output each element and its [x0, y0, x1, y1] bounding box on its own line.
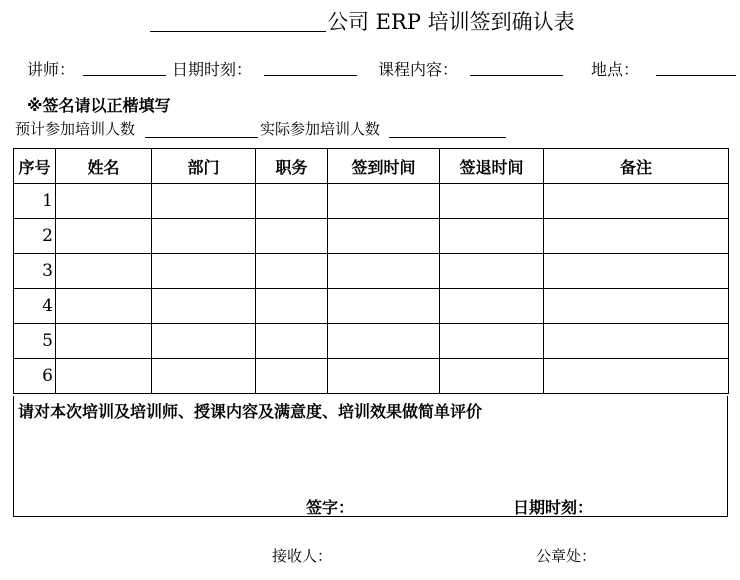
sign-in-table: [13, 148, 729, 394]
position-cell[interactable]: [256, 289, 328, 324]
header-remarks: 备注: [544, 149, 729, 184]
name-cell[interactable]: [56, 289, 152, 324]
department-cell[interactable]: [152, 254, 256, 289]
evaluation-prompt: 请对本次培训及培训师、授课内容及满意度、培训效果做简单评价: [18, 402, 483, 421]
department-cell[interactable]: [152, 289, 256, 324]
evaluation-signature-label: 签字：: [306, 498, 355, 517]
header-index: 序号: [14, 149, 56, 184]
department-cell[interactable]: [152, 324, 256, 359]
sign-in-cell[interactable]: [328, 184, 440, 219]
header-sign-in-time: 签到时间: [328, 149, 440, 184]
lecturer-label: 讲师：: [27, 60, 76, 79]
department-cell[interactable]: [152, 219, 256, 254]
name-cell[interactable]: [56, 359, 152, 394]
remarks-cell[interactable]: [544, 289, 729, 324]
table-row: [14, 184, 729, 219]
table-row: [14, 359, 729, 394]
datetime-blank[interactable]: [264, 75, 357, 76]
seal-label: 公章处：: [536, 547, 597, 565]
row-index: 6: [14, 359, 56, 394]
header-department: 部门: [152, 149, 256, 184]
department-cell[interactable]: [152, 359, 256, 394]
row-index: 4: [14, 289, 56, 324]
sign-out-cell[interactable]: [440, 289, 544, 324]
table-row: [14, 324, 729, 359]
row-index: 1: [14, 184, 56, 219]
remarks-cell[interactable]: [544, 184, 729, 219]
header-sign-out-time: 签退时间: [440, 149, 544, 184]
sign-out-cell[interactable]: [440, 359, 544, 394]
expected-attendance-blank[interactable]: [145, 137, 258, 138]
expected-attendance-label: 预计参加培训人数: [15, 120, 136, 138]
name-cell[interactable]: [56, 324, 152, 359]
row-index: 3: [14, 254, 56, 289]
actual-attendance-blank[interactable]: [389, 137, 506, 138]
header-name: 姓名: [56, 149, 152, 184]
title-company-blank[interactable]: [150, 31, 326, 32]
form-title: 公司 ERP 培训签到确认表: [327, 10, 575, 34]
sign-in-cell[interactable]: [328, 359, 440, 394]
datetime-label: 日期时刻：: [172, 60, 253, 79]
department-cell[interactable]: [152, 184, 256, 219]
position-cell[interactable]: [256, 184, 328, 219]
signature-notice: ※签名请以正楷填写: [27, 96, 171, 115]
remarks-cell[interactable]: [544, 219, 729, 254]
table-header-row: [14, 149, 729, 184]
remarks-cell[interactable]: [544, 324, 729, 359]
sign-in-cell[interactable]: [328, 289, 440, 324]
actual-attendance-label: 实际参加培训人数: [260, 120, 381, 138]
position-cell[interactable]: [256, 254, 328, 289]
remarks-cell[interactable]: [544, 254, 729, 289]
sign-out-cell[interactable]: [440, 254, 544, 289]
sign-in-cell[interactable]: [328, 324, 440, 359]
receiver-label: 接收人：: [272, 547, 333, 565]
remarks-cell[interactable]: [544, 359, 729, 394]
location-label: 地点：: [591, 60, 640, 79]
course-blank[interactable]: [470, 75, 563, 76]
name-cell[interactable]: [56, 184, 152, 219]
sign-in-cell[interactable]: [328, 254, 440, 289]
row-index: 2: [14, 219, 56, 254]
evaluation-date-label: 日期时刻：: [513, 498, 594, 517]
course-label: 课程内容：: [378, 60, 459, 79]
name-cell[interactable]: [56, 254, 152, 289]
position-cell[interactable]: [256, 219, 328, 254]
table-row: [14, 219, 729, 254]
header-position: 职务: [256, 149, 328, 184]
position-cell[interactable]: [256, 324, 328, 359]
evaluation-box[interactable]: [13, 396, 728, 517]
sign-out-cell[interactable]: [440, 219, 544, 254]
sign-out-cell[interactable]: [440, 324, 544, 359]
name-cell[interactable]: [56, 219, 152, 254]
table-row: [14, 254, 729, 289]
row-index: 5: [14, 324, 56, 359]
position-cell[interactable]: [256, 359, 328, 394]
location-blank[interactable]: [656, 75, 736, 76]
sign-out-cell[interactable]: [440, 184, 544, 219]
lecturer-blank[interactable]: [83, 75, 166, 76]
table-row: [14, 289, 729, 324]
sign-in-cell[interactable]: [328, 219, 440, 254]
